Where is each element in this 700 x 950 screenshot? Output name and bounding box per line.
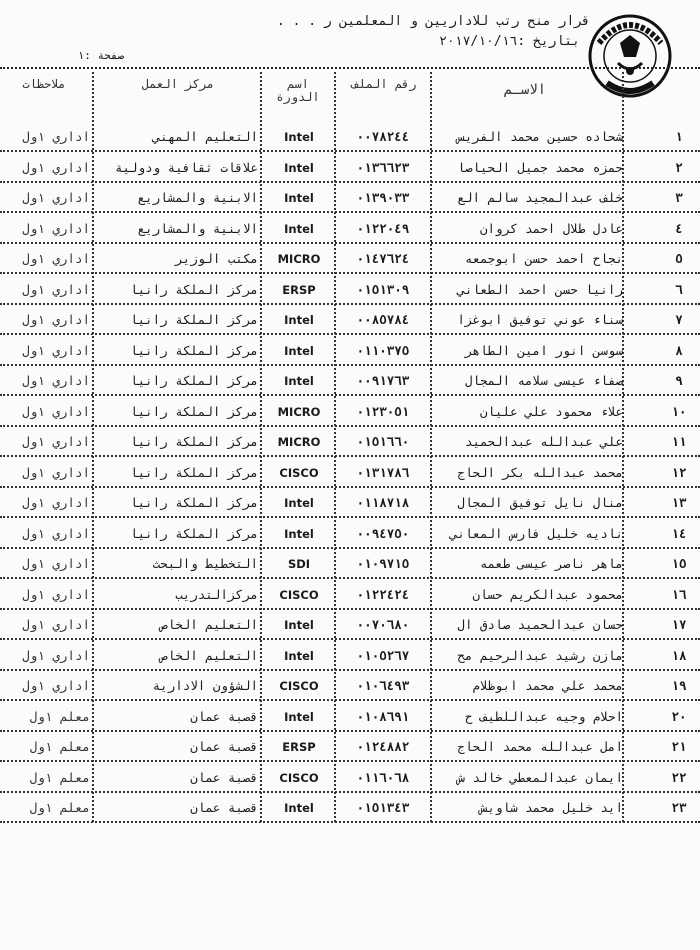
course-name: CISCO <box>279 679 319 693</box>
table-row <box>0 793 700 823</box>
table-row <box>0 397 700 427</box>
row-number: ١١ <box>671 434 687 449</box>
notes-cell: معلم ١ول <box>29 800 90 815</box>
course-name: ERSP <box>282 740 316 754</box>
row-number: ١٥ <box>671 556 687 571</box>
course-name: MICRO <box>277 404 321 419</box>
employee-name: محمود عبدالكريم حسان <box>472 586 623 602</box>
notes-cell: معلم ١ول <box>29 739 90 754</box>
row-number: ٢ <box>675 159 683 175</box>
work-center: مركز الملكة رانيا <box>130 281 258 297</box>
table-row <box>0 702 700 732</box>
employee-name: مازن رشيد عبدالرحيم مح <box>457 647 623 663</box>
file-number: ٠١٢٤٨٨٢ <box>356 739 410 754</box>
page-number: صفحة :١ <box>77 49 124 62</box>
work-center: الشؤون الادارية <box>152 678 258 693</box>
notes-cell: اداري ١ول <box>22 586 90 602</box>
course-name: Intel <box>284 130 314 144</box>
table-row <box>0 427 700 457</box>
employee-name: ماهر ناصر عيسى طعمه <box>480 556 623 571</box>
file-number: ٠١١٦٠٦٨ <box>356 769 410 785</box>
row-number: ٢٣ <box>671 800 687 815</box>
column-header-course: اسم الدورة <box>276 77 320 104</box>
employee-name: علاء محمود علي عليان <box>480 403 623 419</box>
work-center: مركز الملكة رانيا <box>130 434 258 449</box>
row-number: ٧ <box>675 312 683 327</box>
course-name: Intel <box>284 496 314 510</box>
row-number: ٦ <box>675 281 683 297</box>
course-name: Intel <box>284 221 314 236</box>
work-center: مكتب الوزير <box>175 251 258 266</box>
course-name: Intel <box>284 526 314 541</box>
table-row <box>0 488 700 518</box>
employee-name: سوسن انور امين الطاهر <box>464 342 623 358</box>
file-number: ٠١٢٢٤٢٤ <box>356 586 410 602</box>
row-number: ٣ <box>675 190 683 205</box>
notes-cell: اداري ١ول <box>22 281 90 297</box>
course-name: Intel <box>284 343 314 358</box>
course-name: Intel <box>284 648 314 663</box>
employee-name: علي عبدالله عبدالحميد <box>464 434 623 449</box>
work-center: قصبة عمان <box>190 769 258 785</box>
notes-cell: اداري ١ول <box>22 129 90 144</box>
row-number: ٢٠ <box>671 708 687 724</box>
notes-cell: اداري ١ول <box>22 525 90 541</box>
course-name: Intel <box>284 709 314 724</box>
notes-cell: اداري ١ول <box>22 647 90 663</box>
table-row <box>0 458 700 488</box>
work-center: التعليم المهني <box>152 129 258 144</box>
file-number: ٠١٠٨٦٩١ <box>356 708 410 724</box>
notes-cell: اداري ١ول <box>22 495 90 510</box>
notes-cell: اداري ١ول <box>22 464 90 480</box>
table-row <box>0 610 700 640</box>
row-number: ٩ <box>675 373 683 388</box>
row-number: ١٠ <box>671 403 687 419</box>
work-center: علاقات ثقافية ودولية <box>115 159 258 175</box>
table-row <box>0 732 700 762</box>
employee-name: ناديه خليل فارس المعاني <box>449 525 623 541</box>
table-row <box>0 549 700 579</box>
file-number: ٠١٢٢٠٤٩ <box>356 220 410 236</box>
row-number: ٥ <box>675 251 683 266</box>
course-name: CISCO <box>279 770 319 785</box>
file-number: ٠١٠٥٢٦٧ <box>356 647 410 663</box>
document-date: بتاريخ :٢٠١٧/١٠/١٦ <box>439 34 580 49</box>
employee-name: سناء عوني توفيق ابوغزا <box>457 312 623 327</box>
table-row <box>0 122 700 152</box>
row-number: ١٩ <box>671 678 687 693</box>
file-number: ٠٠٩٤٧٥٠ <box>356 525 410 541</box>
work-center: التخطيط والبحث <box>152 556 258 571</box>
employee-name: خلف عبدالمجيد سالم الع <box>457 190 623 205</box>
table-row <box>0 641 700 671</box>
course-name: CISCO <box>279 465 319 480</box>
file-number: ٠١٠٩٧١٥ <box>356 556 410 571</box>
file-number: ٠١٥١٣٠٩ <box>356 281 410 297</box>
course-name: Intel <box>284 313 314 327</box>
row-number: ١٦ <box>671 586 687 602</box>
table-row <box>0 305 700 335</box>
employee-name: حمزه محمد جميل الحياصا <box>457 159 623 175</box>
file-number: ٠٠٧٠٦٨٠ <box>356 617 410 632</box>
work-center: الابنية والمشاريع <box>137 190 258 205</box>
notes-cell: اداري ١ول <box>22 312 90 327</box>
table-row <box>0 519 700 549</box>
file-number: ٠١٢٣٠٥١ <box>356 403 410 419</box>
notes-cell: معلم ١ول <box>29 769 90 785</box>
column-header-file-number: رقم الملف <box>351 77 417 91</box>
table-row <box>0 336 700 366</box>
work-center: مركزالتدريب <box>175 586 258 602</box>
employee-name: امل عبدالله محمد الحاج <box>457 739 623 754</box>
file-number: ٠٠٧٨٢٤٤ <box>356 129 410 144</box>
notes-cell: اداري ١ول <box>22 342 90 358</box>
file-number: ٠١٥١٣٤٣ <box>356 800 410 815</box>
course-name: Intel <box>284 618 314 632</box>
file-number: ٠١٣٩٠٣٣ <box>356 190 410 205</box>
notes-cell: اداري ١ول <box>22 190 90 205</box>
work-center: مركز الملكة رانيا <box>130 373 258 388</box>
table-row <box>0 763 700 793</box>
work-center: مركز الملكة رانيا <box>130 403 258 419</box>
employee-name: ايد خليل محمد شاويش <box>480 800 623 815</box>
notes-cell: معلم ١ول <box>29 708 90 724</box>
work-center: قصبة عمان <box>190 739 258 754</box>
column-header-work-center: مركز العمل <box>141 77 215 91</box>
work-center: مركز الملكة رانيا <box>130 342 258 358</box>
employee-name: صفاء عيسى سلامه المجال <box>464 373 623 388</box>
course-name: SDI <box>287 557 311 571</box>
notes-cell: اداري ١ول <box>22 403 90 419</box>
employee-name: نجاح احمد حسن ابوجمعه <box>464 251 623 266</box>
course-name: Intel <box>284 191 314 205</box>
employee-name: رانيا حسن احمد الطعاني <box>457 281 623 297</box>
course-name: MICRO <box>277 252 321 266</box>
employee-name: احلام وجيه عبداللطيف ح <box>464 708 623 724</box>
employee-name: شحاده حسين محمد الفريس <box>457 129 623 144</box>
row-number: ٢١ <box>671 739 687 754</box>
work-center: التعليم الخاص <box>160 647 258 663</box>
row-number: ١٧ <box>671 617 687 632</box>
employee-name: ايمان عبدالمعطي خالد ش <box>457 769 623 785</box>
row-number: ١٣ <box>671 495 687 510</box>
notes-cell: اداري ١ول <box>22 617 90 632</box>
file-number: ٠٠٩١٧٦٣ <box>356 373 410 388</box>
table-row <box>0 366 700 396</box>
file-number: ٠١٥١٦٦٠ <box>356 434 410 449</box>
course-name: CISCO <box>279 587 319 602</box>
row-number: ١ <box>675 129 683 144</box>
document-title: قرار منح رتب للاداريين و المعلمين ر . . . <box>276 14 590 29</box>
notes-cell: اداري ١ول <box>22 434 90 449</box>
course-name: ERSP <box>282 282 316 297</box>
notes-cell: اداري ١ول <box>22 373 90 388</box>
column-header-notes: ملاحظات <box>22 77 66 91</box>
work-center: مركز الملكة رانيا <box>130 464 258 480</box>
notes-cell: اداري ١ول <box>22 159 90 175</box>
file-number: ٠١٣١٧٨٦ <box>356 464 410 480</box>
work-center: قصبة عمان <box>190 800 258 815</box>
table-row <box>0 244 700 274</box>
employee-name: حسان عبدالحميد صادق ال <box>457 617 623 632</box>
row-number: ٤ <box>675 220 683 236</box>
table-row <box>0 580 700 610</box>
employee-name: محمد عبدالله بكر الحاج <box>457 464 623 480</box>
row-number: ٨ <box>675 342 683 358</box>
table-row <box>0 671 700 701</box>
employee-name: عادل طلال احمد كروان <box>480 220 623 236</box>
notes-cell: اداري ١ول <box>22 678 90 693</box>
work-center: التعليم الخاص <box>160 617 258 632</box>
row-number: ١٨ <box>671 647 687 663</box>
employee-name: محمد علي محمد ابوظلام <box>472 678 623 693</box>
course-name: Intel <box>284 801 314 815</box>
table-row <box>0 153 700 183</box>
row-number: ٢٢ <box>671 769 687 785</box>
file-number: ٠١٤٧٦٢٤ <box>356 251 410 266</box>
table-row <box>0 214 700 244</box>
file-number: ٠١١٨٧١٨ <box>356 495 410 510</box>
work-center: الابنية والمشاريع <box>137 220 258 236</box>
table-row <box>0 275 700 305</box>
course-name: Intel <box>284 160 314 175</box>
work-center: مركز الملكة رانيا <box>130 525 258 541</box>
header-divider <box>0 67 700 69</box>
file-number: ٠١٣٦٦٢٣ <box>356 159 410 175</box>
course-name: Intel <box>284 374 314 388</box>
file-number: ٠١١٠٣٧٥ <box>356 342 410 358</box>
row-number: ١٤ <box>671 525 687 541</box>
employee-name: منال نايل توفيق المجال <box>457 495 623 510</box>
work-center: قصبة عمان <box>190 708 258 724</box>
column-header-name: الاسـم <box>503 82 547 98</box>
notes-cell: اداري ١ول <box>22 251 90 266</box>
file-number: ٠١٠٦٤٩٣ <box>356 678 410 693</box>
table-row <box>0 183 700 213</box>
file-number: ٠٠٨٥٧٨٤ <box>356 312 410 327</box>
row-number: ١٢ <box>671 464 687 480</box>
notes-cell: اداري ١ول <box>22 220 90 236</box>
work-center: مركز الملكة رانيا <box>130 495 258 510</box>
course-name: MICRO <box>277 435 321 449</box>
notes-cell: اداري ١ول <box>22 556 90 571</box>
work-center: مركز الملكة رانيا <box>130 312 258 327</box>
